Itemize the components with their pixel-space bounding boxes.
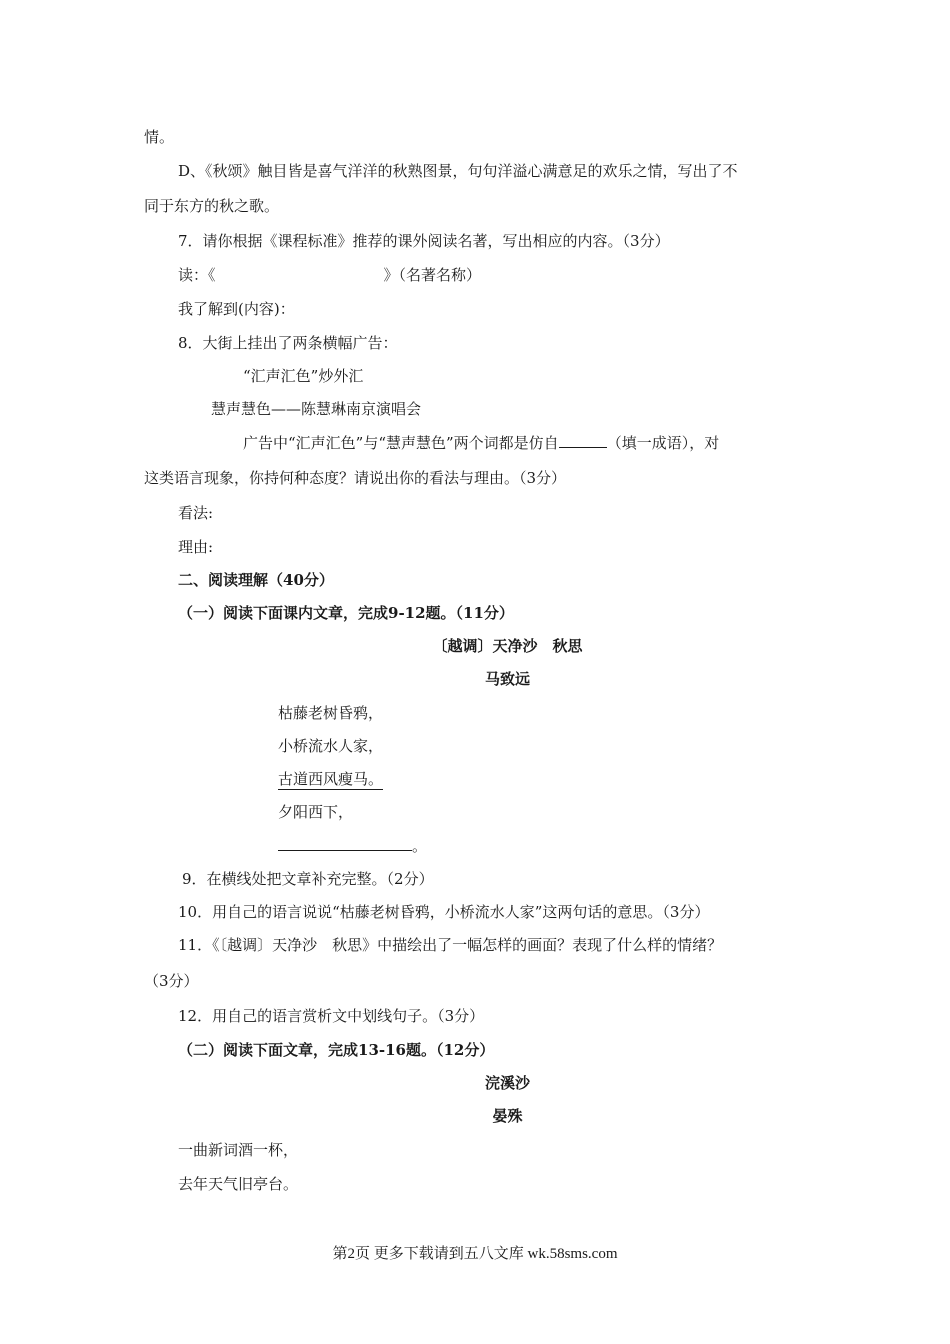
underlined-sentence: 古道西风瘦马。: [278, 770, 384, 788]
answer-blank: [559, 433, 607, 448]
question-12: 12．用自己的语言赏析文中划线句子。（3分）: [178, 1007, 485, 1025]
poem-1-line-4: 夕阳西下，: [278, 803, 354, 821]
ad-banner-2: 慧声慧色——陈慧琳南京演唱会: [211, 400, 422, 418]
q7-read-suffix: 》（名著名称）: [383, 266, 482, 284]
answer-blank: [278, 836, 412, 851]
ad-banner-1: “汇声汇色”炒外汇: [243, 367, 364, 385]
page-footer: 第2页 更多下载请到五八文库 wk.58sms.com: [332, 1246, 618, 1262]
question-8: 8．大街上挂出了两条横幅广告：: [178, 334, 398, 352]
poem-1-line-3: [278, 769, 383, 789]
reason-label: 理由:: [178, 538, 214, 556]
question-11-score: （3分）: [144, 972, 199, 990]
poem-2-line-2: 去年天气旧亭台。: [178, 1175, 299, 1193]
poem-1-author: 马致远: [484, 670, 530, 688]
section-2-heading: 二、阅读理解（40分）: [178, 571, 334, 589]
poem-1-title: 〔越调〕天净沙 秋思: [432, 637, 583, 655]
text-line: 同于东方的秋之歌。: [144, 197, 280, 215]
q7-read-prefix: 读：《: [178, 266, 216, 284]
question-11: 11．《〔越调〕天净沙 秋思》中描绘出了一幅怎样的画面？表现了什么样的情绪？: [178, 936, 723, 954]
poem-2-author: 晏殊: [492, 1107, 523, 1125]
poem-2-title: 浣溪沙: [484, 1074, 530, 1092]
part-1-heading: （一）阅读下面课内文章，完成9-12题。（11分）: [178, 604, 514, 622]
q8-prompt-line-2: 这类语言现象，你持何种态度？请说出你的看法与理由。（3分）: [144, 469, 567, 487]
view-label: 看法:: [178, 504, 214, 522]
question-7: 7．请你根据《课程标准》推荐的课外阅读名著，写出相应的内容。（3分）: [178, 232, 670, 250]
q7-read-line: [178, 265, 481, 285]
text-line: 情。: [144, 128, 175, 146]
poem-1-line-2: 小桥流水人家，: [278, 737, 384, 755]
poem-1-line-5: 。: [278, 836, 427, 856]
question-10: 10．用自己的语言说说“枯藤老树昏鸦，小桥流水人家”这两句话的意思。（3分）: [178, 903, 710, 921]
q8-prompt-line: 广告中“汇声汇色”与“慧声慧色”两个词都是仿自 （填一成语），对: [243, 434, 720, 452]
poem-2-line-1: 一曲新词酒一杯，: [178, 1141, 299, 1159]
poem-1-line-1: 枯藤老树昏鸦，: [278, 704, 384, 722]
option-d: D、《秋颂》触目皆是喜气洋洋的秋熟图景，句句洋溢心满意足的欢乐之情，写出了不: [178, 162, 738, 180]
question-9: 9．在横线处把文章补充完整。（2分）: [182, 870, 434, 888]
q7-learn-line: 我了解到(内容)：: [178, 300, 295, 318]
part-2-heading: （二）阅读下面文章，完成13-16题。（12分）: [178, 1041, 495, 1059]
